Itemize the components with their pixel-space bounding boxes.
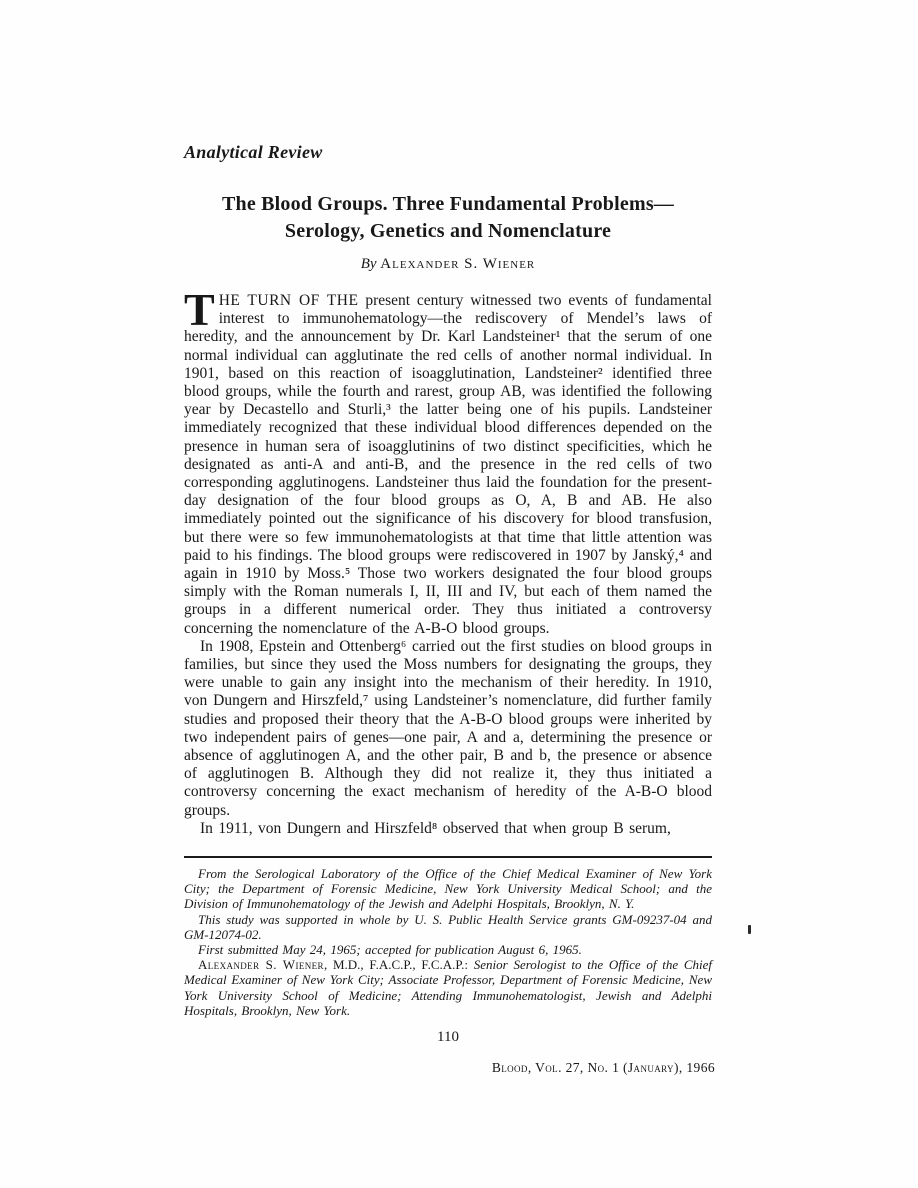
article-body — [184, 284, 712, 838]
dropcap: T — [184, 284, 215, 335]
footnote-author-credentials: , M.D., F.A.C.P., F.C.A.P.: — [323, 957, 474, 973]
byline-author: Alexander S. Wiener — [380, 256, 536, 272]
page-number: 110 — [437, 1029, 459, 1045]
article-title-line1: The Blood Groups. Three Fundamental Problems— — [221, 193, 675, 215]
paragraph-1 — [184, 284, 712, 638]
paragraph-3: In 1911, von Dungern and Hirszfeld⁸ observed that when group B serum, — [200, 819, 671, 837]
footnote-affiliation: From the Serological Laboratory of the Office of the Chief Medical Examiner of New York City; the Department of Forensic Medicine, New York University Medical School; and the Division of Immunohematology of the Jewish and Adelphi Hospitals, Brooklyn, N. Y. — [184, 866, 712, 912]
section-label: Analytical Review — [184, 142, 323, 162]
footnote-author-name: Alexander S. Wiener — [198, 957, 324, 973]
footnote-author-titles: Senior Serologist to the Office of the Chief Medical Examiner of New York City; Associate Professor, Department of Forensic Medicine, New York University School of Medicine; Attending Immunohematologist, Jewish and Adelphi Hospitals, Brooklyn, New York. — [184, 957, 712, 1018]
footnote-block — [184, 866, 712, 1018]
footnote-divider-rule — [184, 856, 712, 858]
byline-prefix: By — [360, 256, 381, 272]
byline — [184, 256, 712, 273]
journal-footer-line: Blood, Vol. 27, No. 1 (January), 1966 — [491, 1060, 715, 1075]
scan-artifact-mark — [748, 925, 751, 934]
paragraph-1-lead-caps: HE TURN OF THE — [218, 292, 359, 309]
article-title — [184, 191, 712, 245]
footnote-submission: First submitted May 24, 1965; accepted for publication August 6, 1965. — [198, 942, 582, 958]
paragraph-1-text: present century witnessed two events of fundamental interest to immunohematology—the rediscovery of Mendel’s laws of heredity, and the announcement by Dr. Karl Landsteiner¹ that the serum of one normal individual can agglutinate the red cells of another normal individual. In 1901, based on this reaction of isoagglutination, Landsteiner² identified three blood groups, while the fourth and rarest, group AB, was identified the following year by Decastello and Sturli,³ the latter being one of his pupils. Landsteiner immediately recognized that these individual blood differences depended on the presence in human sera of isoagglutinins of two distinct specificities, which he designated as anti-A and anti-B, and the presence in the red cells of two corresponding agglutinogens. Landsteiner thus laid the foundation for the present-day designation of the four blood groups as O, A, B and AB. He also immediately pointed out the significance of his discovery for blood transfusion, but there were so few immunohematologists at that time that little attention was paid to his findings. The blood groups were rediscovered in 1907 by Janský,⁴ and again in 1910 by Moss.⁵ Those two workers designated the four blood groups simply with the Roman numerals I, II, III and IV, but each of them named the groups in a different numerical order. They thus initiated a controversy concerning the nomenclature of the A-B-O blood groups. — [184, 292, 712, 637]
paragraph-2: In 1908, Epstein and Ottenberg⁶ carried out the first studies on blood groups in families, but since they used the Moss numbers for designating the groups, they were unable to gain any insight into the mechanism of their heredity. In 1910, von Dungern and Hirszfeld,⁷ using Landsteiner’s nomenclature, did further family studies and proposed their theory that the A-B-O blood groups were inherited by two independent pairs of genes—one pair, A and a, determining the presence or absence of agglutinogen A, and the other pair, B and b, the presence or absence of agglutinogen B. Although they did not realize it, they thus initiated a controversy concerning the exact mechanism of heredity of the A-B-O blood groups. — [184, 637, 712, 819]
article-title-line2: Serology, Genetics and Nomenclature — [284, 220, 612, 242]
footnote-support: This study was supported in whole by U. S. Public Health Service grants GM-09237-04 and GM-12074-02. — [184, 911, 712, 942]
footnote-author-bio — [184, 957, 712, 1018]
